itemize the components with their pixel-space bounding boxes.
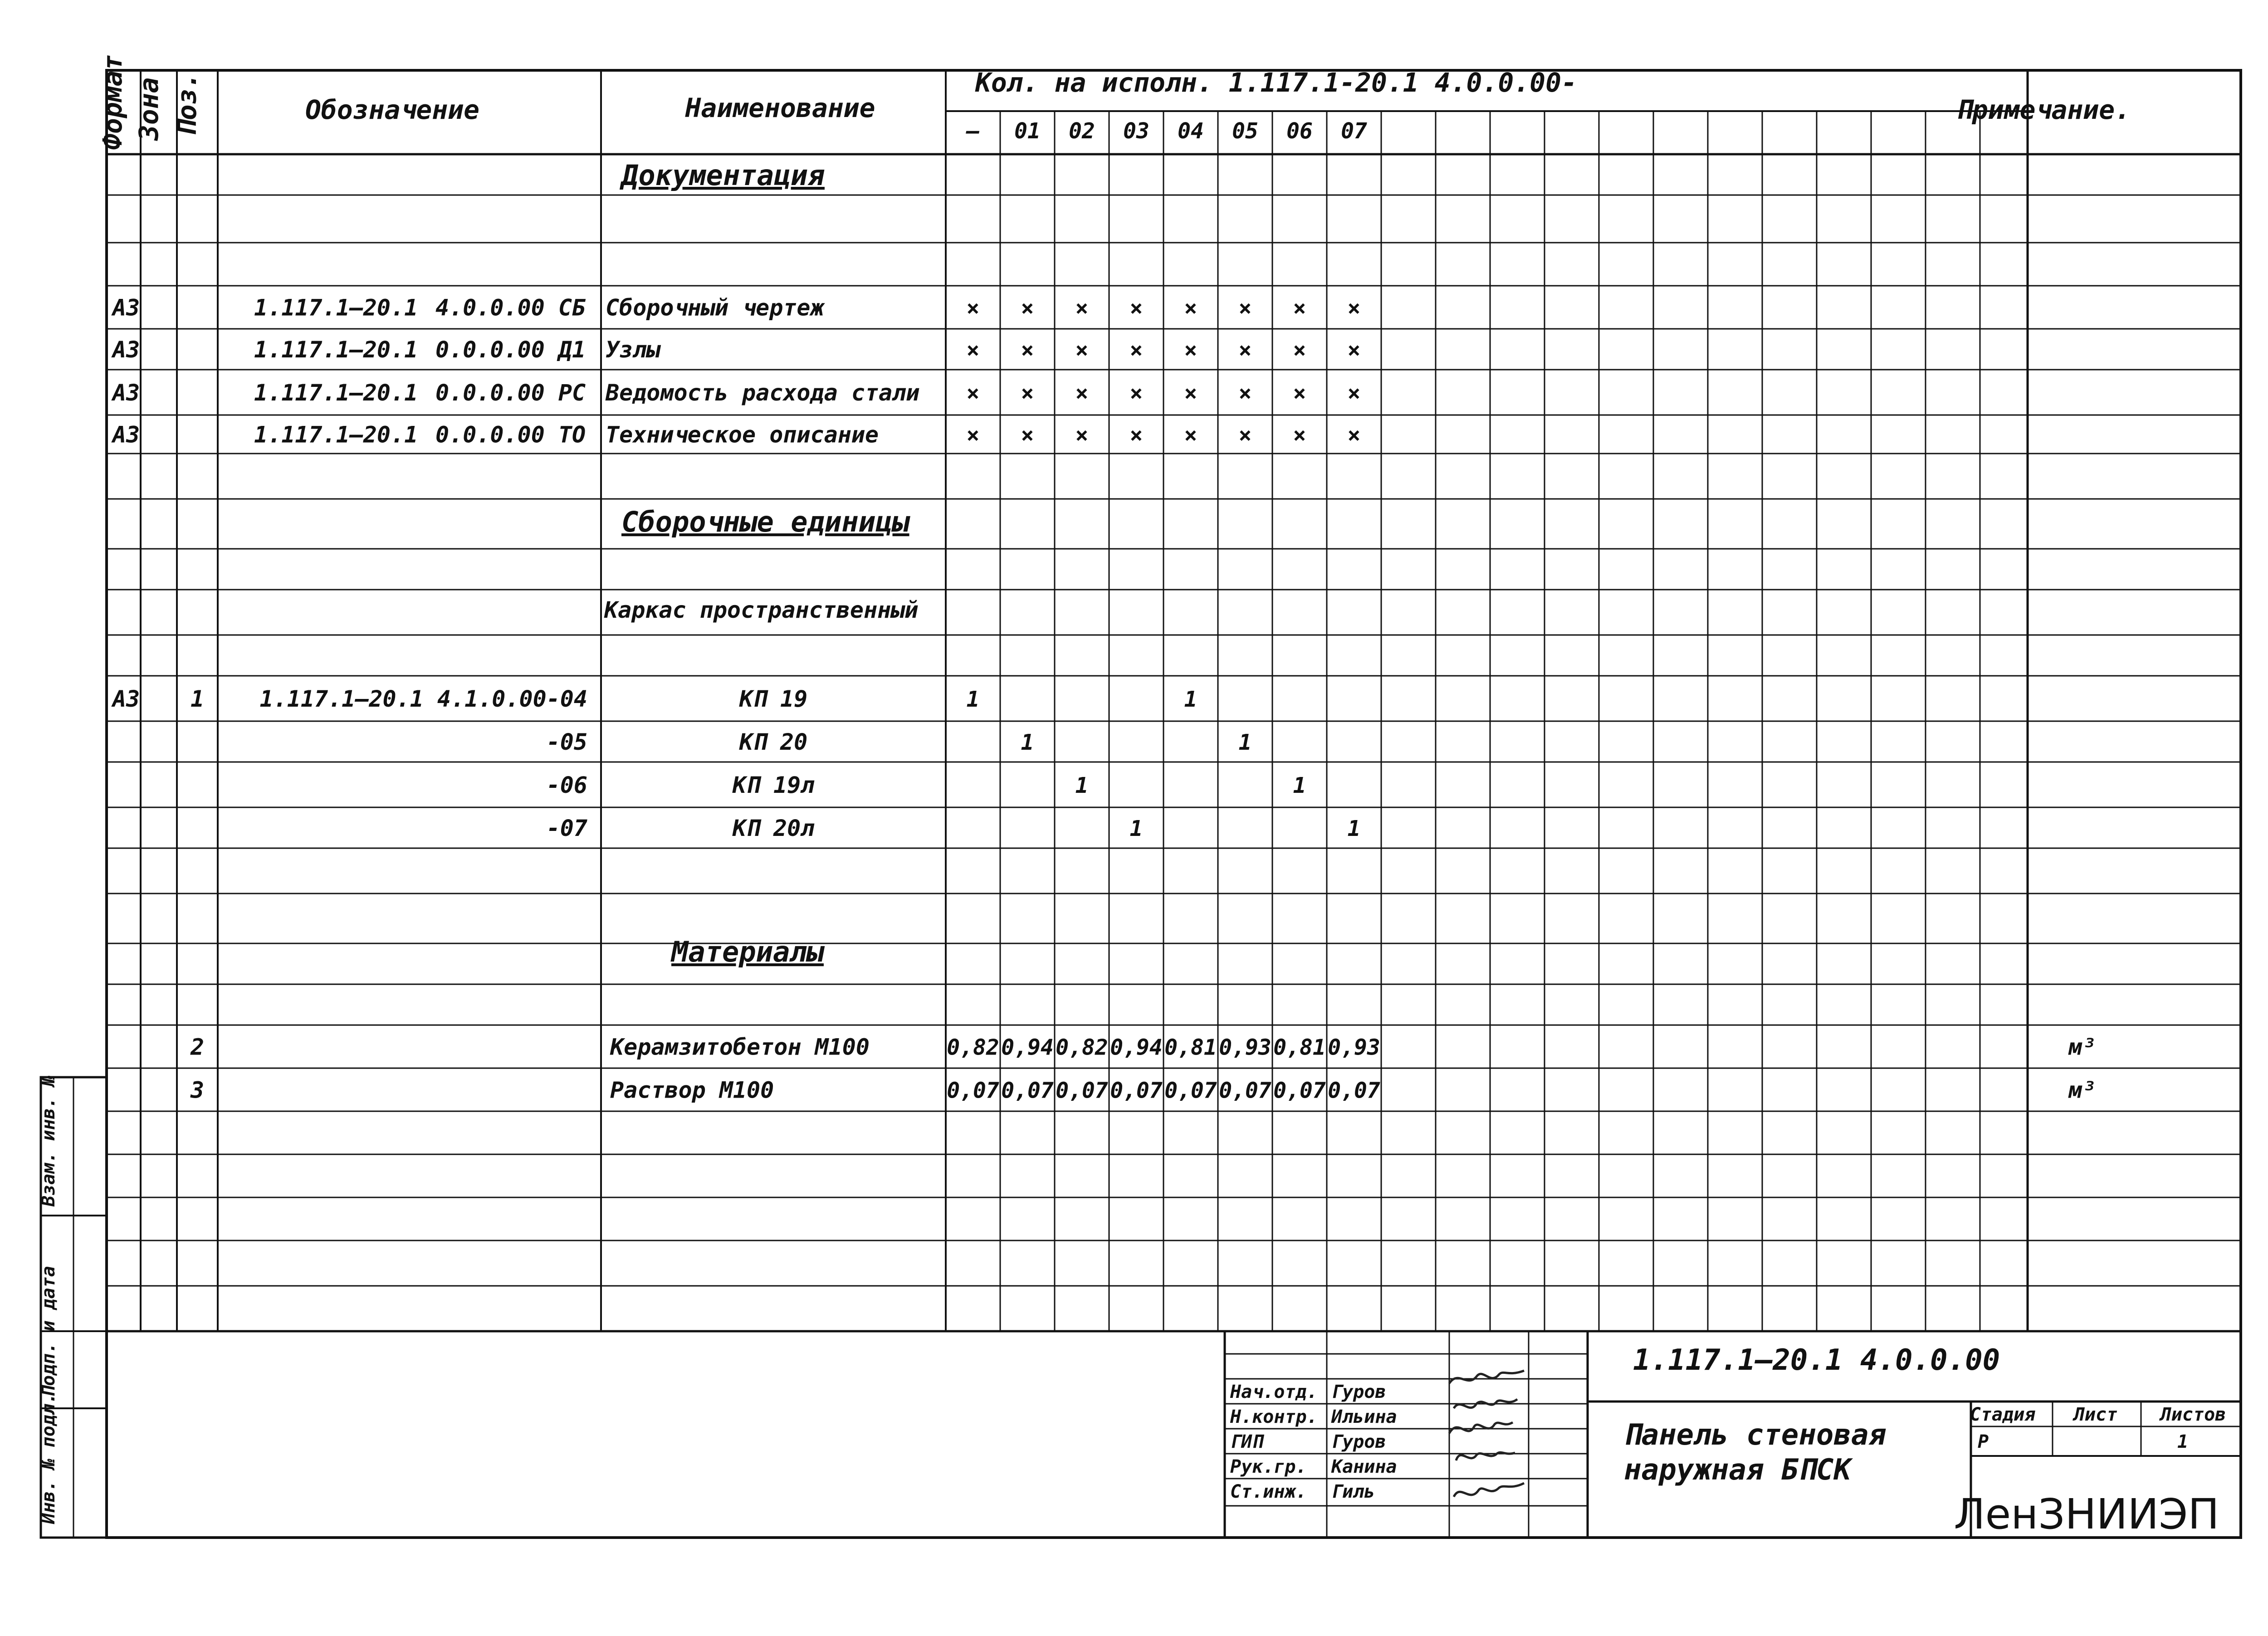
doc-mark: × [1184, 381, 1198, 406]
doc-designation: 1.117.1–20.1 [254, 380, 418, 406]
doc-mark: × [1347, 337, 1361, 363]
doc-name: Техническое описание [606, 421, 879, 448]
assembly-quantity: 1 [1075, 773, 1089, 798]
material-quantity: 0,07 [1110, 1078, 1163, 1104]
material-quantity: 0,93 [1328, 1035, 1380, 1060]
doc-mark: × [1021, 295, 1034, 321]
material-quantity: 0,07 [1001, 1078, 1054, 1104]
material-name: Керамзитобетон М100 [610, 1034, 870, 1060]
doc-mark: × [1293, 337, 1306, 363]
doc-mark: × [1238, 295, 1252, 321]
doc-designation: 1.117.1–20.1 [254, 294, 418, 321]
doc-mark: × [1347, 381, 1361, 406]
doc-code: 4.0.0.00 СБ [435, 294, 586, 321]
side-stamp [38, 1075, 59, 1524]
header-zone: Зона [133, 77, 164, 141]
variant-header: 06 [1286, 118, 1313, 144]
doc-format: А3 [112, 337, 140, 363]
doc-mark: × [966, 381, 980, 406]
document-code: 1.117.1–20.1 4.0.0.00 [1633, 1343, 2000, 1377]
material-quantity: 0,94 [1110, 1035, 1163, 1060]
signature-1 [1449, 1371, 1524, 1383]
material-quantity: 0,07 [947, 1078, 999, 1104]
assembly-quantity: 1 [1184, 687, 1198, 712]
staff-list [1230, 1382, 1397, 1502]
variant-header: 05 [1232, 118, 1258, 144]
doc-designation: 1.117.1–20.1 [254, 337, 418, 363]
stage-value: Р [1978, 1431, 1989, 1452]
doc-designation: 1.117.1–20.1 [254, 421, 418, 448]
material-quantity: 0,07 [1328, 1078, 1380, 1104]
staff-name: Гуров [1331, 1382, 1386, 1402]
doc-mark: × [1184, 337, 1198, 363]
material-quantity: 0,81 [1164, 1035, 1217, 1060]
material-unit: м³ [2068, 1034, 2096, 1060]
header-quantity-caption: Кол. на исполн. 1.117.1-20.1 4.0.0.00- [975, 67, 1577, 98]
doc-mark: × [1293, 381, 1306, 406]
variant-header: – [966, 118, 980, 144]
signature-3 [1449, 1422, 1513, 1433]
variant-header: 03 [1123, 118, 1149, 144]
assembly-quantity: 1 [1021, 730, 1034, 755]
header-position: Поз. [171, 73, 202, 136]
doc-mark: × [1238, 422, 1252, 448]
doc-mark: × [1075, 337, 1089, 363]
title-line-1: Панель стеновая [1624, 1418, 1886, 1452]
doc-mark: × [966, 337, 980, 363]
doc-mark: × [1129, 295, 1143, 321]
section-materials: Материалы [671, 935, 824, 968]
doc-mark: × [1347, 295, 1361, 321]
signatures [1449, 1371, 1524, 1497]
staff-role: Ст.инж. [1230, 1481, 1307, 1502]
staff-role: ГИП [1230, 1431, 1263, 1452]
assembly-name: КП 19 [739, 686, 808, 712]
title-line-2: наружная БПСК [1624, 1453, 1851, 1487]
doc-mark: × [1021, 337, 1034, 363]
staff-role: Нач.отд. [1230, 1382, 1318, 1402]
table-grid [41, 70, 2241, 1538]
assembly-designation: -06 [546, 772, 587, 798]
assembly-designation: -05 [546, 729, 587, 755]
material-name: Раствор М100 [610, 1077, 774, 1104]
side-stamp-replace-inv: Взам. инв. № [38, 1075, 59, 1206]
header-designation: Обозначение [305, 94, 480, 125]
staff-role: Н.контр. [1230, 1406, 1318, 1427]
doc-mark: × [1021, 381, 1034, 406]
header-note: Примечание. [1956, 94, 2131, 125]
doc-format: А3 [112, 294, 140, 321]
variant-headers [966, 118, 1367, 144]
doc-mark: × [1184, 422, 1198, 448]
assembly-designation: -07 [546, 815, 587, 841]
assembly-group-name: Каркас пространственный [604, 597, 919, 623]
material-quantity: 0,82 [1056, 1035, 1108, 1060]
title-block [1230, 1343, 2226, 1538]
assembly-position: 1 [190, 686, 205, 712]
sheets-label: Листов [2160, 1404, 2226, 1425]
material-position: 2 [190, 1034, 205, 1060]
staff-name: Гиль [1331, 1481, 1375, 1502]
doc-mark: × [1129, 381, 1143, 406]
doc-name: Узлы [606, 337, 660, 363]
doc-mark: × [1129, 422, 1143, 448]
variant-header: 04 [1178, 118, 1204, 144]
side-stamp-sign-date: Подп. и дата [38, 1266, 59, 1397]
doc-mark: × [966, 422, 980, 448]
header-name: Наименование [685, 93, 875, 123]
material-quantity: 0,81 [1273, 1035, 1326, 1060]
doc-mark: × [1238, 337, 1252, 363]
doc-mark: × [1184, 295, 1198, 321]
organization-name: ЛенЗНИИЭП [1954, 1490, 2219, 1538]
material-quantity: 0,07 [1219, 1078, 1271, 1104]
doc-mark: × [1129, 337, 1143, 363]
doc-mark: × [966, 295, 980, 321]
doc-mark: × [1293, 295, 1306, 321]
variant-header: 07 [1341, 118, 1367, 144]
doc-format: А3 [112, 421, 140, 448]
side-stamp-inv-orig: Инв. № подл. [38, 1393, 59, 1524]
assembly-name: КП 20 [739, 729, 808, 755]
documents-list [111, 295, 1360, 448]
doc-name: Сборочный чертеж [606, 294, 824, 321]
staff-name: Канина [1331, 1456, 1397, 1477]
assemblies-list [111, 686, 1360, 841]
assembly-quantity: 1 [1293, 773, 1306, 798]
header-format: Формат [97, 54, 128, 150]
material-quantity: 0,82 [947, 1035, 999, 1060]
doc-code: 0.0.0.00 Д1 [435, 337, 586, 363]
material-unit: м³ [2068, 1077, 2096, 1104]
doc-code: 0.0.0.00 РС [435, 380, 586, 406]
assembly-name: КП 20л [732, 815, 815, 841]
assembly-quantity: 1 [966, 687, 980, 712]
doc-mark: × [1293, 422, 1306, 448]
doc-mark: × [1075, 381, 1089, 406]
doc-code: 0.0.0.00 ТО [435, 421, 586, 448]
assembly-quantity: 1 [1347, 816, 1361, 841]
material-quantity: 0,07 [1273, 1078, 1326, 1104]
assembly-quantity: 1 [1238, 730, 1252, 755]
section-assemblies: Сборочные единицы [621, 505, 909, 538]
material-position: 3 [190, 1077, 205, 1104]
sheet-label: Лист [2073, 1404, 2118, 1425]
doc-format: А3 [112, 380, 140, 406]
stage-label: Стадия [1970, 1404, 2036, 1425]
doc-mark: × [1075, 295, 1089, 321]
staff-name: Гуров [1331, 1431, 1386, 1452]
section-documentation: Документация [621, 159, 825, 192]
assembly-quantity: 1 [1129, 816, 1143, 841]
doc-mark: × [1075, 422, 1089, 448]
staff-name: Ильина [1331, 1406, 1397, 1427]
assembly-format: А3 [112, 686, 140, 712]
material-quantity: 0,07 [1056, 1078, 1108, 1104]
staff-role: Рук.гр. [1230, 1456, 1307, 1477]
variant-header: 02 [1069, 118, 1095, 144]
sheets-value: 1 [2177, 1431, 2189, 1452]
material-quantity: 0,93 [1219, 1035, 1271, 1060]
doc-mark: × [1021, 422, 1034, 448]
material-quantity: 0,94 [1001, 1035, 1054, 1060]
doc-mark: × [1347, 422, 1361, 448]
doc-mark: × [1238, 381, 1252, 406]
assembly-designation: 1.117.1–20.1 4.1.0.00-04 [259, 686, 587, 712]
assembly-name: КП 19л [732, 772, 815, 798]
doc-name: Ведомость расхода стали [606, 380, 920, 406]
variant-header: 01 [1014, 118, 1041, 144]
signature-5 [1454, 1483, 1524, 1497]
material-quantity: 0,07 [1164, 1078, 1217, 1104]
